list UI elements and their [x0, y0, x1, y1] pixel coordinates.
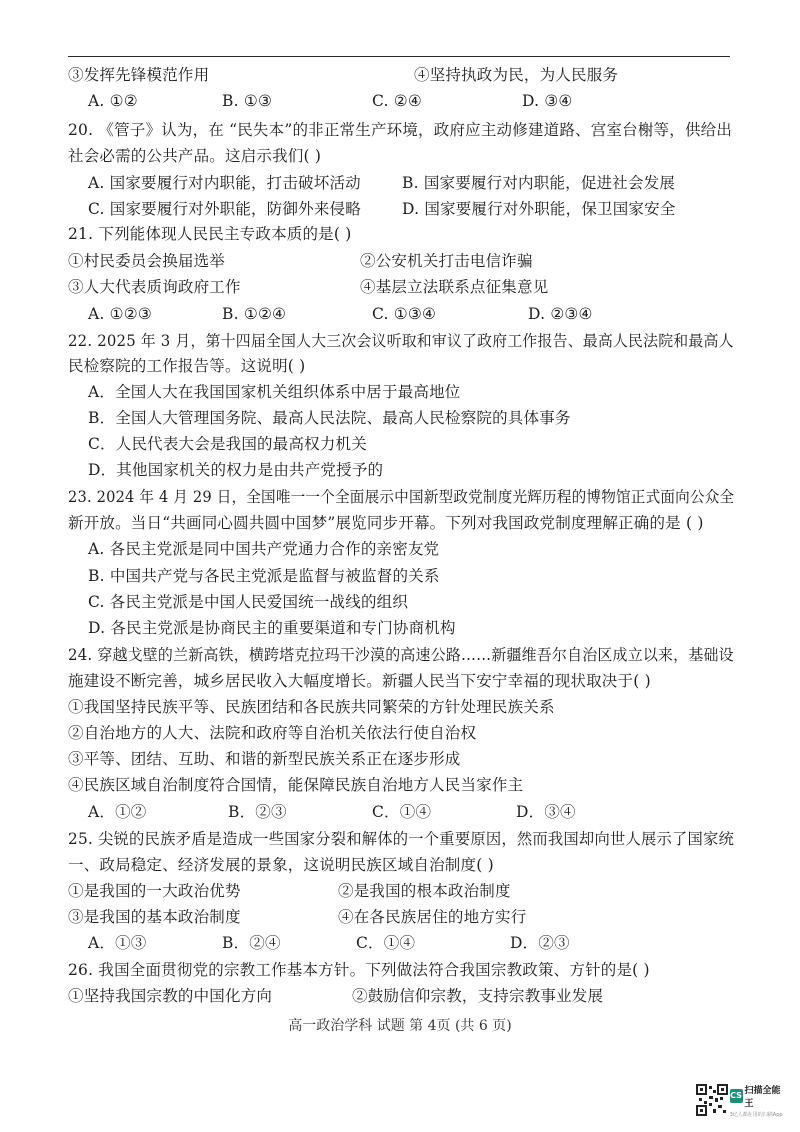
q25-option-4: ④在各民族居住的地方实行 [338, 908, 527, 926]
q23-choice-c: C. 各民主党派是中国人民爱国统一战线的组织 [88, 593, 409, 611]
q20-choice-b: B. 国家要履行对内职能，促进社会发展 [402, 174, 676, 192]
q20-stem-2: 社会必需的公共产品。这启示我们( ) [68, 147, 322, 165]
q23-stem-1: 23. 2024 年 4 月 29 日，全国唯一一个全面展示中国新型政党制度光辉历程的博物馆正式面向公众全 [68, 488, 735, 506]
q19-option-4: ④坚持执政为民，为人民服务 [414, 66, 619, 84]
scanner-app-tagline: 3亿人都在用的扫描App [729, 1111, 783, 1118]
q24-choice-d: D．③④ [516, 803, 576, 821]
q19-choice-d: D. ③④ [522, 92, 573, 110]
q20-stem-1: 20. 《管子》认为，在 “民失本”的非正常生产环境，政府应主动修建道路、宫室台榭等，供给出 [68, 121, 733, 139]
q21-option-1: ①村民委员会换届选举 [68, 252, 226, 270]
page-footer: 高一政治学科 试题 第 4页 (共 6 页) [288, 1018, 512, 1034]
q19-choice-b: B. ①③ [222, 92, 273, 110]
q21-option-3: ③人大代表质询政府工作 [68, 278, 241, 296]
q25-choice-c: C．①④ [356, 934, 416, 952]
q24-option-4: ④民族区域自治制度符合国情，能保障民族自治地方人民当家作主 [68, 776, 524, 794]
q23-choice-a: A. 各民主党派是同中国共产党通力合作的亲密友党 [88, 540, 440, 558]
q22-choice-d: D．其他国家机关的权力是由共产党授予的 [88, 461, 384, 479]
q21-choice-a: A. ①②③ [88, 305, 152, 323]
q19-choice-a: A. ①② [88, 92, 138, 110]
scanner-app-name: 扫描全能王 [744, 1085, 781, 1109]
q23-choice-d: D. 各民主党派是协商民主的重要渠道和专门协商机构 [88, 619, 456, 637]
q22-choice-a: A．全国人大在我国国家机关组织体系中居于最高地位 [88, 383, 461, 401]
q24-choice-c: C．①④ [372, 803, 432, 821]
q21-option-2: ②公安机关打击电信诈骗 [360, 252, 533, 270]
q22-stem-2: 民检察院的工作报告等。这说明( ) [68, 357, 306, 375]
q21-choice-b: B. ①②④ [222, 305, 287, 323]
q25-choice-b: B．②④ [222, 934, 281, 952]
q21-option-4: ④基层立法联系点征集意见 [360, 278, 549, 296]
q20-choice-c: C. 国家要履行对外职能，防御外来侵略 [88, 200, 361, 218]
q19-choice-c: C. ②④ [372, 92, 422, 110]
q25-option-2: ②是我国的根本政治制度 [338, 882, 511, 900]
header-rule [68, 56, 730, 57]
q25-option-3: ③是我国的基本政治制度 [68, 908, 241, 926]
q24-option-3: ③平等、团结、互助、和谐的新型民族关系正在逐步形成 [68, 750, 461, 768]
q24-choice-a: A．①② [88, 803, 147, 821]
q21-choice-d: D. ②③④ [528, 305, 593, 323]
q21-stem: 21. 下列能体现人民民主专政本质的是( ) [68, 225, 352, 243]
q19-option-3: ③发挥先锋模范作用 [68, 66, 210, 84]
q20-choice-a: A. 国家要履行对内职能，打击破坏活动 [88, 174, 361, 192]
q24-choice-b: B．②③ [228, 803, 287, 821]
q20-choice-d: D. 国家要履行对外职能，保卫国家安全 [402, 200, 676, 218]
q25-stem-2: 一、政局稳定、经济发展的景象，这说明民族区域自治制度( ) [68, 856, 494, 874]
q24-stem-2: 施建设不断完善，城乡居民收入大幅度增长。新疆人民当下安宁幸福的现状取决于( ) [68, 672, 651, 690]
q25-choice-d: D．②③ [510, 934, 570, 952]
q25-stem-1: 25. 尖锐的民族矛盾是造成一些国家分裂和解体的一个重要原因，然而我国却向世人展示了国家统 [68, 830, 735, 848]
q26-option-1: ①坚持我国宗教的中国化方向 [68, 987, 273, 1005]
q24-option-1: ①我国坚持民族平等、民族团结和各民族共同繁荣的方针处理民族关系 [68, 698, 555, 716]
q26-stem: 26. 我国全面贯彻党的宗教工作基本方针。下列做法符合我国宗教政策、方针的是( ) [68, 961, 650, 979]
q22-choice-c: C．人民代表大会是我国的最高权力机关 [88, 435, 367, 453]
q26-option-2: ②鼓励信仰宗教，支持宗教事业发展 [352, 987, 604, 1005]
qr-code-icon [696, 1084, 726, 1116]
q23-stem-2: 新开放。当日“共画同心圆共圆中国梦”展览同步开幕。下列对我国政党制度理解正确的是 ( ) [68, 514, 704, 532]
q22-stem-1: 22. 2025 年 3 月，第十四届全国人大三次会议听取和审议了政府工作报告、最高人民法院和最高人 [68, 332, 734, 350]
q25-choice-a: A．①③ [88, 934, 147, 952]
q25-option-1: ①是我国的一大政治优势 [68, 882, 241, 900]
cs-logo-icon: CS [730, 1089, 743, 1103]
q21-choice-c: C. ①③④ [372, 305, 437, 323]
q22-choice-b: B．全国人大管理国务院、最高人民法院、最高人民检察院的具体事务 [88, 409, 571, 427]
q24-stem-1: 24. 穿越戈壁的兰新高铁，横跨塔克拉玛干沙漠的高速公路……新疆维吾尔自治区成立以来，基础设 [68, 646, 734, 664]
q24-option-2: ②自治地方的人大、法院和政府等自治机关依法行使自治权 [68, 724, 477, 742]
scanner-watermark [696, 1080, 786, 1120]
q23-choice-b: B. 中国共产党与各民主党派是监督与被监督的关系 [88, 567, 440, 585]
scanner-watermark-text [730, 1083, 786, 1118]
